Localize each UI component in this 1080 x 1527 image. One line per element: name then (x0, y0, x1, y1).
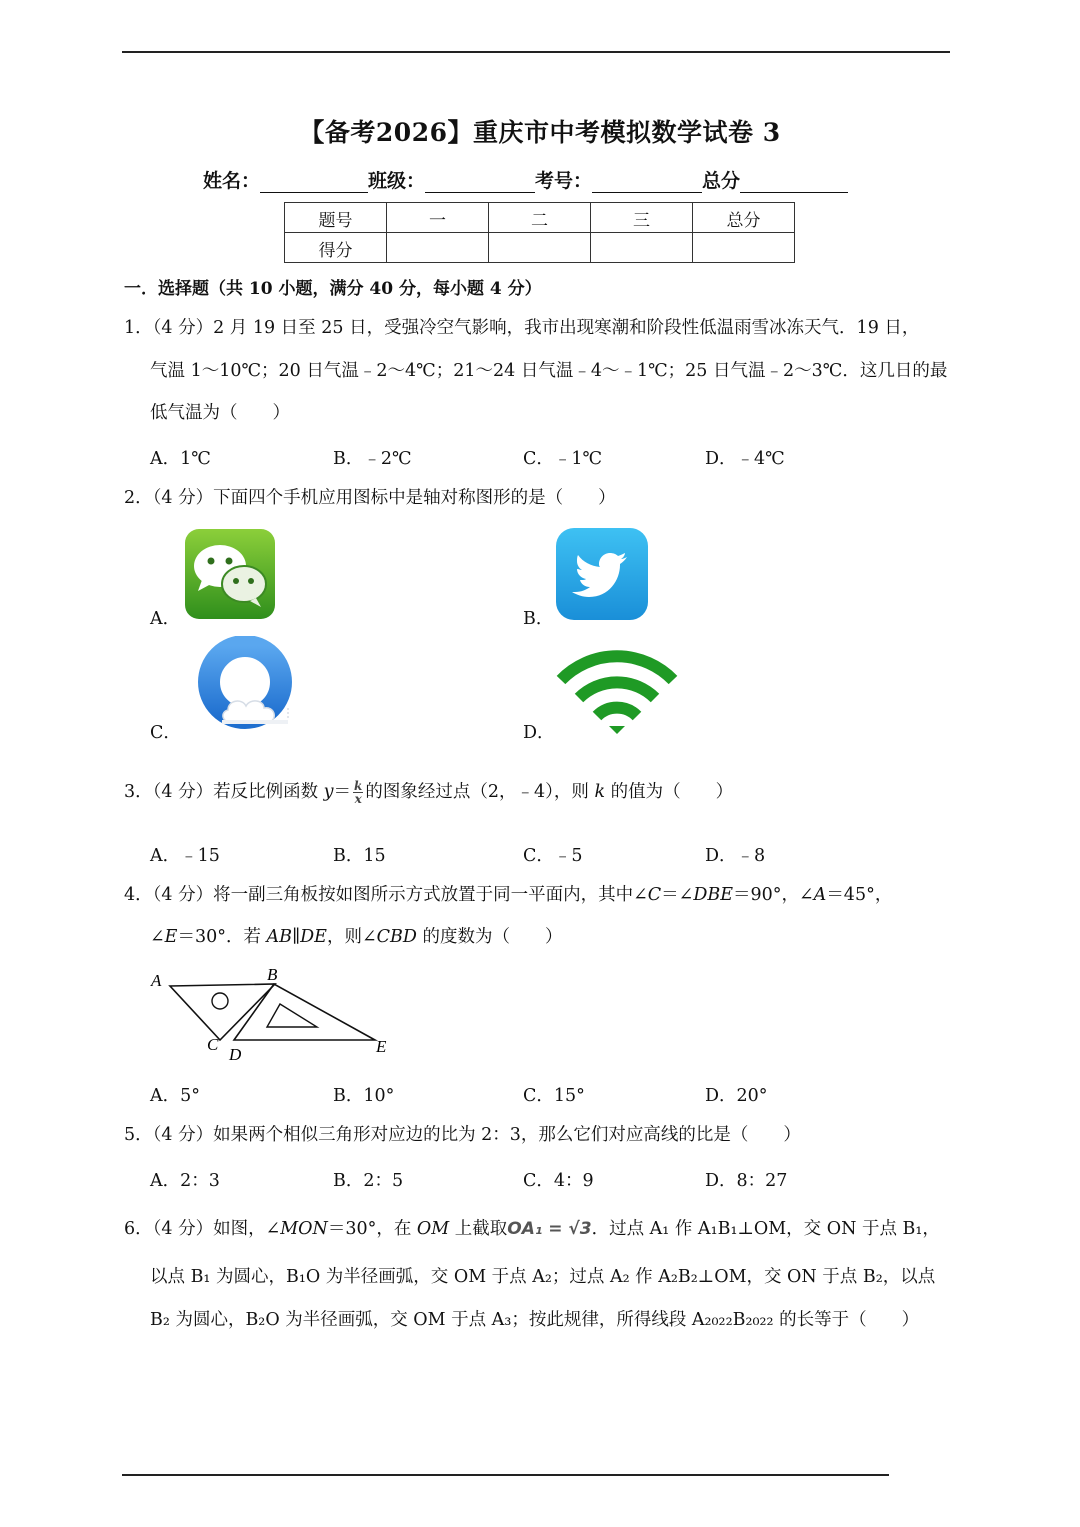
name-label: 姓名： (203, 170, 261, 192)
figure-label-d: D (229, 1045, 242, 1064)
score-table (284, 202, 795, 263)
formula-oa1-sqrt3: OA₁ = √3 (507, 1219, 592, 1239)
triangle-boards-figure (145, 962, 395, 1067)
q4-text: ＝45°， (826, 885, 893, 905)
fraction-denominator: x (354, 792, 362, 806)
q6-text: ．过点 (591, 1219, 650, 1239)
q5-line1: 5．（4 分）如果两个相似三角形对应边的比为 2：3，那么它们对应高线的比是（ ） (124, 1125, 801, 1145)
q1-option-d[interactable]: D．﹣4℃ (705, 449, 785, 469)
q4-text: 的度数为（ ） (416, 927, 563, 947)
q2-line1: 2．（4 分）下面四个手机应用图标中是轴对称图形的是（ ） (124, 488, 616, 508)
q6-line2: 以点 B₁ 为圆心，B₁O 为半径画弧，交 OM 于点 A₂；过点 A₂ 作 A₂B₂⊥OM，交 ON 于点 B₂，以点 (150, 1267, 936, 1287)
fraction-k-over-x (353, 780, 363, 805)
section-heading: 一．选择题（共 10 小题，满分 40 分，每小题 4 分） (124, 279, 542, 299)
q6-line1 (124, 1218, 940, 1240)
var-dbe: DBE (693, 885, 733, 905)
q3-text: 的图象经过点（2，﹣4），则 (365, 782, 595, 802)
q5-option-a[interactable]: A．2：3 (150, 1171, 220, 1191)
figure-label-e: E (376, 1037, 387, 1056)
footer-rule (122, 1474, 889, 1476)
browser-ring-icon (192, 636, 302, 732)
figure-label-b: B (267, 965, 278, 984)
q2-option-a[interactable]: A． (150, 609, 181, 629)
q4-text: ∠ (150, 927, 165, 947)
class-field[interactable] (425, 170, 535, 193)
score-cell[interactable] (591, 233, 693, 263)
figure-label-c: C (207, 1035, 219, 1054)
q3-text: 3．（4 分）若反比例函数 (124, 782, 324, 802)
q4-option-a[interactable]: A．5° (150, 1086, 201, 1106)
var-ab: AB (266, 927, 293, 947)
q6-text: 6．（4 分）如图，∠ (124, 1219, 281, 1239)
q1-option-b[interactable]: B．﹣2℃ (333, 449, 412, 469)
var-a: A (813, 885, 827, 905)
q3-option-a[interactable]: A．﹣15 (150, 846, 220, 866)
q1-option-a[interactable]: A．1℃ (150, 449, 211, 469)
q2-option-d[interactable]: D． (523, 723, 555, 743)
wechat-icon (184, 528, 276, 620)
var-de: DE (300, 927, 327, 947)
score-row-label: 得分 (285, 233, 387, 263)
q3-text: 的值为（ ） (605, 782, 734, 802)
page-title: 【备考2026】重庆市中考模拟数学试卷 3 (299, 118, 781, 147)
number-field[interactable] (592, 170, 702, 193)
total-label: 总分 (702, 170, 741, 192)
var-y: y (323, 782, 334, 802)
wifi-icon (555, 646, 679, 736)
q4-option-b[interactable]: B．10° (333, 1086, 395, 1106)
score-header-cell: 总分 (693, 203, 795, 233)
q6-line3: B₂ 为圆心，B₂O 为半径画弧，交 OM 于点 A₃；按此规律，所得线段 A₂₀₂₂B₂₀₂₂ 的长等于（ ） (150, 1310, 920, 1330)
score-header-cell: 二 (489, 203, 591, 233)
score-cell[interactable] (387, 233, 489, 263)
q5-option-d[interactable]: D．8：27 (705, 1171, 788, 1191)
q3-eq: ＝ (333, 782, 352, 802)
q2-option-c[interactable]: C． (150, 723, 181, 743)
q3-option-b[interactable]: B．15 (333, 846, 386, 866)
q5-option-c[interactable]: C．4：9 (523, 1171, 594, 1191)
class-label: 班级： (368, 170, 426, 192)
score-cell[interactable] (489, 233, 591, 263)
q4-text: ，则∠ (326, 927, 377, 947)
q3-option-c[interactable]: C．﹣5 (523, 846, 583, 866)
q1-option-c[interactable]: C．﹣1℃ (523, 449, 603, 469)
q4-line1 (124, 884, 892, 906)
q6-text: ＝30°，在 (327, 1219, 417, 1239)
number-label: 考号： (535, 170, 593, 192)
name-field[interactable] (260, 170, 368, 193)
var-mon: MON (280, 1219, 328, 1239)
q6-text: 上截取 (449, 1219, 508, 1239)
score-header-cell: 题号 (285, 203, 387, 233)
q4-line2 (150, 926, 562, 948)
q4-text: ＝∠ (661, 885, 694, 905)
q2-option-b[interactable]: B． (523, 609, 554, 629)
var-cbd: CBD (376, 927, 417, 947)
var-om: OM (416, 1219, 450, 1239)
q6-text: A₁ 作 A₁B₁⊥OM，交 ON 于点 B₁， (649, 1219, 940, 1239)
score-cell[interactable] (693, 233, 795, 263)
score-header-cell: 三 (591, 203, 693, 233)
score-header-cell: 一 (387, 203, 489, 233)
student-info-line (203, 166, 848, 193)
q4-text: 4．（4 分）将一副三角板按如图所示方式放置于同一平面内，其中∠ (124, 885, 648, 905)
score-table-header-row (285, 203, 795, 233)
q4-text: ＝30°．若 (177, 927, 267, 947)
q1-line3: 低气温为（ ） (150, 403, 290, 423)
q5-option-b[interactable]: B．2：5 (333, 1171, 404, 1191)
header-rule (122, 51, 950, 53)
q4-text: ＝90°，∠ (732, 885, 814, 905)
q4-text: ∥ (292, 927, 301, 947)
var-c: C (647, 885, 662, 905)
fraction-numerator: k (354, 779, 363, 793)
var-k: k (594, 782, 606, 802)
score-table-score-row (285, 233, 795, 263)
total-field[interactable] (740, 170, 848, 193)
var-e: E (164, 927, 178, 947)
q3-line1 (124, 780, 733, 805)
q1-line1: 1．（4 分）2 月 19 日至 25 日，受强冷空气影响，我市出现寒潮和阶段性低温雨雪冰冻天气．19 日， (124, 318, 920, 338)
twitter-bird-icon (555, 527, 649, 621)
q4-option-d[interactable]: D．20° (705, 1086, 768, 1106)
q4-option-c[interactable]: C．15° (523, 1086, 585, 1106)
figure-label-a: A (151, 971, 162, 990)
q1-line2: 气温 1～10℃；20 日气温﹣2～4℃；21～24 日气温﹣4～﹣1℃；25 日气温﹣2～3℃．这几日的最 (150, 361, 948, 381)
q3-option-d[interactable]: D．﹣8 (705, 846, 766, 866)
